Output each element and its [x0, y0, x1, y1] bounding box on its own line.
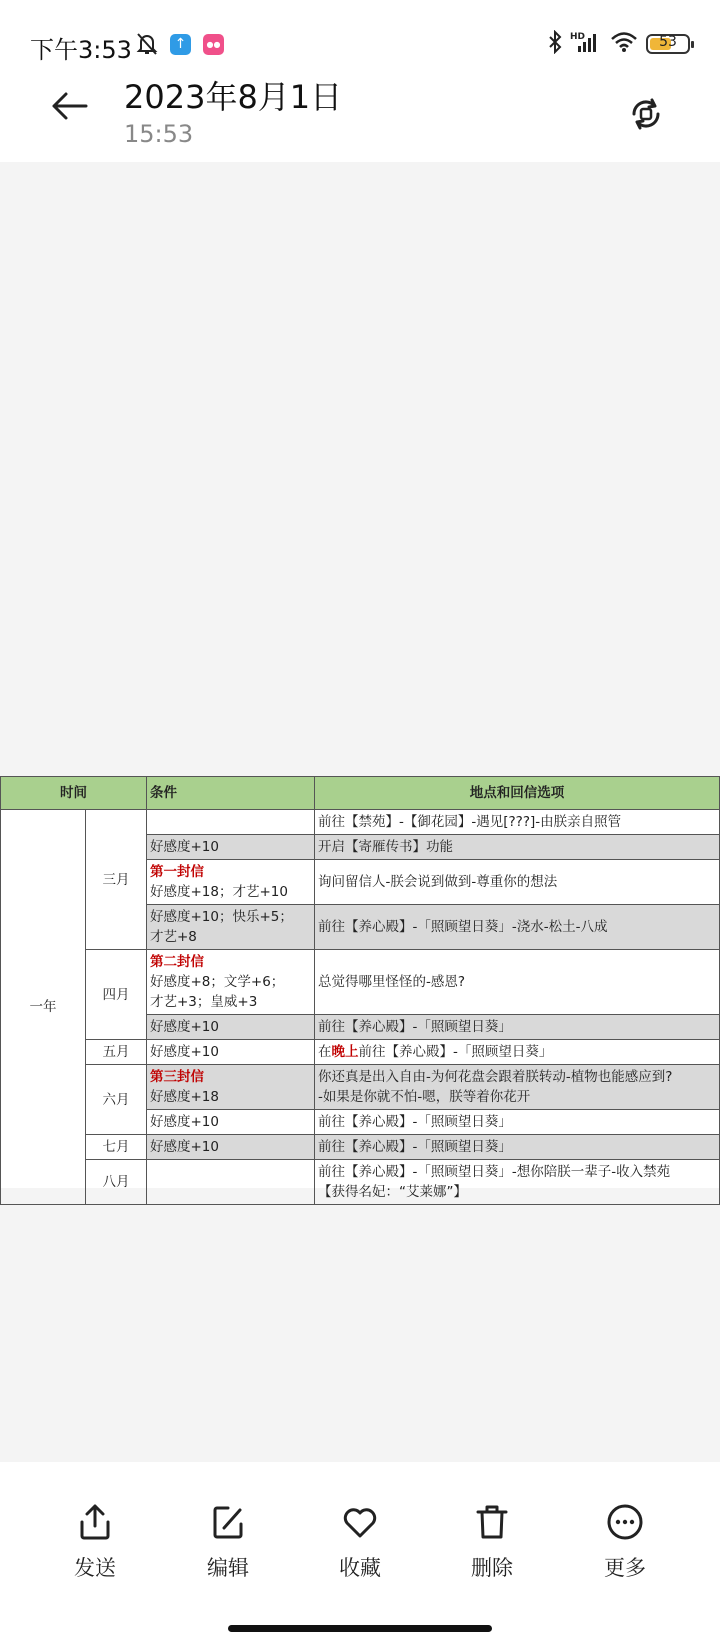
location-cell: 前往【养心殿】-「照顾望日葵」 — [315, 1110, 720, 1135]
status-time: 下午3:53 — [30, 36, 132, 64]
svg-text:HD: HD — [570, 32, 586, 42]
condition-cell — [147, 860, 315, 905]
share-icon — [77, 1502, 113, 1542]
condition-cell — [147, 810, 315, 835]
battery-level: 53 — [659, 34, 677, 50]
page-subtitle-time: 15:53 — [124, 120, 194, 148]
trash-icon — [474, 1502, 510, 1542]
condition-cell — [147, 950, 315, 1015]
image-viewer[interactable] — [0, 162, 720, 1462]
condition-text: 才艺+8 — [150, 929, 197, 945]
delete-button[interactable] — [452, 1502, 532, 1592]
month-cell: 四月 — [86, 950, 147, 1040]
month-cell: 八月 — [86, 1160, 147, 1205]
header-time: 时间 — [1, 777, 147, 810]
location-text: 【获得名妃：“艾莱娜”】 — [318, 1184, 467, 1200]
location-cell — [315, 1160, 720, 1205]
condition-text: 好感度+10；快乐+5； — [150, 909, 293, 925]
letter-label: 第三封信 — [150, 1069, 204, 1085]
month-cell: 三月 — [86, 810, 147, 950]
location-text: 在 — [318, 1044, 332, 1060]
edit-label: 编辑 — [207, 1556, 249, 1580]
location-text: 你还真是出入自由-为何花盘会跟着朕转动-植物也能感应到? — [318, 1069, 673, 1085]
table-row — [1, 1160, 720, 1205]
bottom-toolbar — [0, 1462, 720, 1640]
location-cell: 开启【寄雁传书】功能 — [315, 835, 720, 860]
condition-cell — [147, 905, 315, 950]
condition-cell: 好感度+10 — [147, 1015, 315, 1040]
condition-text: 好感度+8；文学+6； — [150, 974, 285, 990]
location-cell: 前往【禁苑】-【御花园】-遇见[???]-由朕亲自照管 — [315, 810, 720, 835]
rotate-icon — [628, 96, 664, 132]
status-bar — [0, 0, 720, 88]
wifi-icon — [610, 31, 638, 57]
table-row — [1, 1135, 720, 1160]
header-location: 地点和回信选项 — [315, 777, 720, 810]
status-indicators — [548, 30, 690, 58]
header-condition: 条件 — [147, 777, 315, 810]
favorite-button[interactable] — [320, 1502, 400, 1592]
location-text: 前往【养心殿】-「照顾望日葵」-想你陪朕一辈子-收入禁苑 — [318, 1164, 671, 1180]
send-button[interactable] — [55, 1502, 135, 1592]
condition-cell: 好感度+10 — [147, 1135, 315, 1160]
letter-label: 第二封信 — [150, 954, 204, 970]
more-button[interactable] — [585, 1502, 665, 1592]
page-title: 2023年8月1日 — [124, 78, 343, 116]
condition-cell: 好感度+10 — [147, 1110, 315, 1135]
heart-icon — [340, 1502, 380, 1542]
location-cell: 前往【养心殿】-「照顾望日葵」 — [315, 1015, 720, 1040]
signal-icon — [570, 30, 602, 58]
table-header-row — [1, 777, 720, 810]
edit-icon — [210, 1502, 246, 1542]
condition-cell: 好感度+10 — [147, 835, 315, 860]
send-label: 发送 — [74, 1556, 116, 1580]
month-cell: 七月 — [86, 1135, 147, 1160]
location-cell — [315, 1065, 720, 1110]
condition-cell — [147, 1160, 315, 1205]
bluetooth-icon — [548, 30, 562, 58]
table-row — [1, 810, 720, 835]
edit-button[interactable] — [188, 1502, 268, 1592]
letter-label: 第一封信 — [150, 864, 204, 880]
condition-text: 好感度+18；才艺+10 — [150, 884, 288, 900]
home-indicator[interactable] — [228, 1625, 492, 1632]
month-cell: 六月 — [86, 1065, 147, 1135]
location-cell: 询问留信人-朕会说到做到-尊重你的想法 — [315, 860, 720, 905]
more-icon — [605, 1502, 645, 1542]
condition-cell — [147, 1065, 315, 1110]
location-cell: 总觉得哪里怪怪的-感恩? — [315, 950, 720, 1015]
table-row — [1, 1040, 720, 1065]
month-cell: 五月 — [86, 1040, 147, 1065]
location-text: -如果是你就不怕-嗯，朕等着你花开 — [318, 1089, 531, 1105]
app-notification-icon: ●● — [203, 34, 224, 55]
table-row — [1, 1065, 720, 1110]
condition-text: 好感度+18 — [150, 1089, 219, 1105]
condition-text: 才艺+3；皇威+3 — [150, 994, 258, 1010]
year-cell: 一年 — [1, 810, 86, 1205]
evening-label: 晚上 — [331, 1044, 359, 1060]
location-cell: 前往【养心殿】-「照顾望日葵」 — [315, 1135, 720, 1160]
condition-cell: 好感度+10 — [147, 1040, 315, 1065]
screenshot-image[interactable] — [0, 776, 720, 1200]
back-button[interactable] — [50, 90, 100, 136]
back-arrow-icon — [50, 90, 90, 122]
upload-app-icon: ↑ — [170, 34, 191, 55]
guide-table — [0, 776, 720, 1205]
rotate-button[interactable] — [628, 96, 668, 136]
location-text: 前往【养心殿】-「照顾望日葵」 — [358, 1044, 553, 1060]
mute-bell-icon — [136, 32, 158, 60]
battery-icon — [646, 34, 690, 54]
location-cell — [315, 1040, 720, 1065]
delete-label: 删除 — [471, 1556, 513, 1580]
table-row — [1, 950, 720, 1015]
more-label: 更多 — [604, 1556, 646, 1580]
favorite-label: 收藏 — [339, 1556, 381, 1580]
location-cell: 前往【养心殿】-「照顾望日葵」-浇水-松土-八成 — [315, 905, 720, 950]
